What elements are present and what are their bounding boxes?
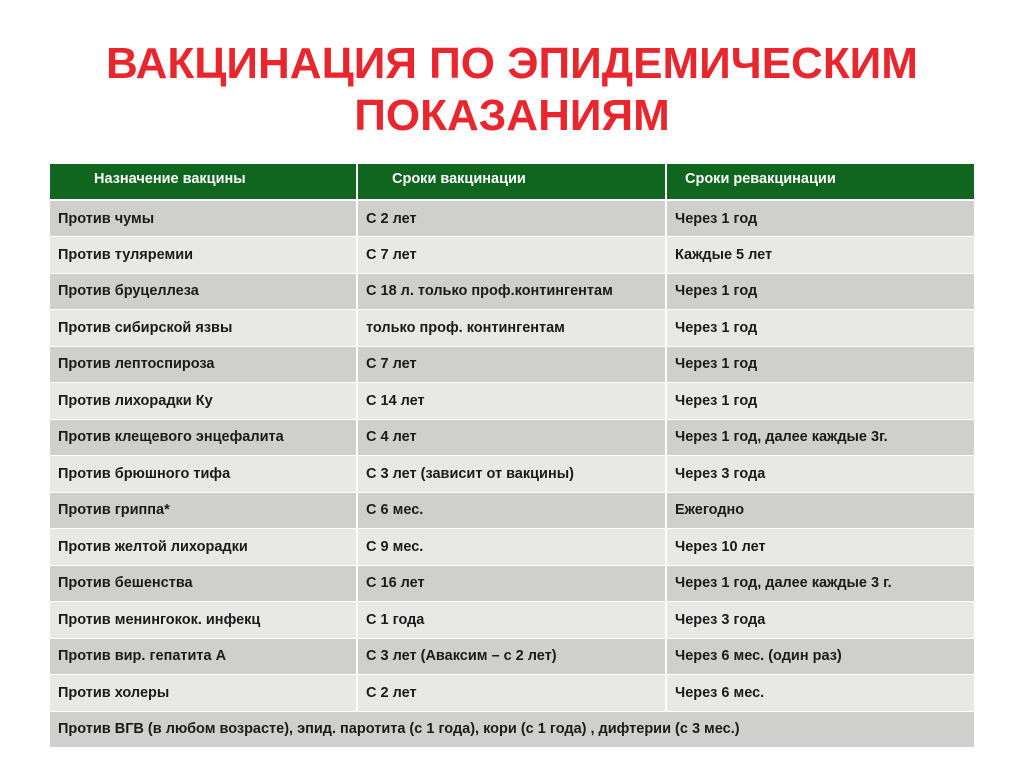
cell-vaccination-term: С 4 лет xyxy=(357,419,666,456)
table-header-row xyxy=(50,164,974,200)
page-title xyxy=(0,38,1024,142)
table-body xyxy=(50,200,974,748)
cell-vaccine: Против лептоспироза xyxy=(50,346,357,383)
table-row xyxy=(50,346,974,383)
cell-revaccination-term: Через 3 года xyxy=(666,602,974,639)
cell-vaccination-term: С 14 лет xyxy=(357,383,666,420)
column-header-vaccination-terms: Сроки вакцинации xyxy=(357,164,666,200)
table-row xyxy=(50,419,974,456)
table-row xyxy=(50,383,974,420)
cell-vaccination-term: С 3 лет (зависит от вакцины) xyxy=(357,456,666,493)
table-row xyxy=(50,273,974,310)
cell-revaccination-term: Через 10 лет xyxy=(666,529,974,566)
table-row xyxy=(50,310,974,347)
cell-vaccine: Против сибирской язвы xyxy=(50,310,357,347)
table-row xyxy=(50,675,974,712)
cell-vaccination-term: С 18 л. только проф.контингентам xyxy=(357,273,666,310)
table-row xyxy=(50,200,974,237)
cell-vaccination-term: С 7 лет xyxy=(357,346,666,383)
cell-vaccine: Против чумы xyxy=(50,200,357,237)
cell-vaccine: Против менингокок. инфекц xyxy=(50,602,357,639)
cell-vaccine: Против вир. гепатита А xyxy=(50,638,357,675)
table-row xyxy=(50,237,974,274)
table-row xyxy=(50,492,974,529)
cell-revaccination-term: Ежегодно xyxy=(666,492,974,529)
cell-vaccine: Против бруцеллеза xyxy=(50,273,357,310)
table-row xyxy=(50,638,974,675)
cell-vaccine: Против гриппа* xyxy=(50,492,357,529)
vaccination-table xyxy=(50,164,974,748)
cell-revaccination-term: Через 1 год, далее каждые 3г. xyxy=(666,419,974,456)
cell-vaccine: Против желтой лихорадки xyxy=(50,529,357,566)
cell-revaccination-term: Через 1 год xyxy=(666,273,974,310)
table-footer-row xyxy=(50,711,974,748)
cell-vaccination-term: С 2 лет xyxy=(357,200,666,237)
cell-vaccination-term: С 6 мес. xyxy=(357,492,666,529)
cell-revaccination-term: Через 6 мес. xyxy=(666,675,974,712)
cell-vaccination-term: С 1 года xyxy=(357,602,666,639)
cell-revaccination-term: Через 6 мес. (один раз) xyxy=(666,638,974,675)
cell-vaccination-term: С 2 лет xyxy=(357,675,666,712)
cell-vaccination-term: С 9 мес. xyxy=(357,529,666,566)
page-title-line-2: ПОКАЗАНИЯМ xyxy=(354,91,670,140)
cell-vaccine: Против холеры xyxy=(50,675,357,712)
cell-vaccination-term: С 7 лет xyxy=(357,237,666,274)
cell-revaccination-term: Через 1 год, далее каждые 3 г. xyxy=(666,565,974,602)
cell-vaccine: Против бешенства xyxy=(50,565,357,602)
cell-revaccination-term: Через 1 год xyxy=(666,310,974,347)
cell-vaccination-term: С 3 лет (Аваксим – с 2 лет) xyxy=(357,638,666,675)
footer-note-cell: Против ВГВ (в любом возрасте), эпид. паротита (с 1 года), кори (с 1 года) , дифтерии (с 3 мес.) xyxy=(50,711,974,748)
table-row xyxy=(50,529,974,566)
table-row xyxy=(50,456,974,493)
cell-vaccine: Против клещевого энцефалита xyxy=(50,419,357,456)
table-row xyxy=(50,602,974,639)
cell-revaccination-term: Каждые 5 лет xyxy=(666,237,974,274)
cell-revaccination-term: Через 1 год xyxy=(666,346,974,383)
column-header-revaccination-terms: Сроки ревакцинации xyxy=(666,164,974,200)
cell-vaccination-term: С 16 лет xyxy=(357,565,666,602)
cell-revaccination-term: Через 3 года xyxy=(666,456,974,493)
cell-vaccination-term: только проф. контингентам xyxy=(357,310,666,347)
cell-revaccination-term: Через 1 год xyxy=(666,383,974,420)
cell-vaccine: Против туляремии xyxy=(50,237,357,274)
cell-vaccine: Против лихорадки Ку xyxy=(50,383,357,420)
cell-vaccine: Против брюшного тифа xyxy=(50,456,357,493)
page-title-line-1: ВАКЦИНАЦИЯ ПО ЭПИДЕМИЧЕСКИМ xyxy=(106,39,918,88)
column-header-vaccine: Назначение вакцины xyxy=(50,164,357,200)
cell-revaccination-term: Через 1 год xyxy=(666,200,974,237)
table-row xyxy=(50,565,974,602)
